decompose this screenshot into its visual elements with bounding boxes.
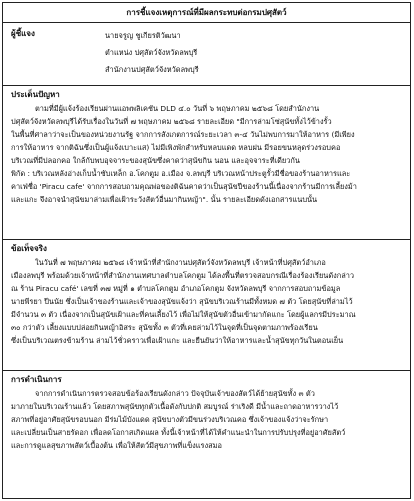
reporter-details (105, 27, 199, 78)
body-line: คาเฟ่ชื่อ 'Piracu cafe' จากการสอบถามคุณพ่อของติฉันคาดว่าเป็นสุนัขปีของร้านนี้เนื่องจากร้านมีการเลี้ยงม้า (11, 182, 357, 191)
reporter-name: นายจรูญ ชูเกียรติวัฒนา (105, 31, 181, 40)
body-line: นายพีรยา ปีนนัย ซึ่งเป็นเจ้าของร้านและเจ้าของสุนัขแจ้งว่า สุนัขบริเวณร้านมีทั้งหมด ๗ ตัว โดยสุนัขที่ล่ามไว้ (11, 297, 353, 306)
body-line: ปศุสัตว์จังหวัดลพบุรีได้รับเรื่องในวันที่ ๗ พฤษภาคม ๒๕๖๘ รายละเอียด "มีการล่ามโซ่สุนัขทั้งไว้ข้างรั้ว (11, 117, 332, 126)
section-body-issue (11, 102, 402, 206)
body-line: ๓๐ กว่าตัว เลี้ยงแบบปล่อยกินหญ้าอิสระ สุนัขทั้ง ๓ ตัวที่เคยล่ามไว้ในจุดที่เป็นจุดตามภาพร้องเรียน (11, 323, 318, 332)
body-line: มาภายในบริเวณร้านแล้ว โดยสภาพสุนัขทุกตัวเนื้อดังกับปกติ สมบูรณ์ ร่าเริงดี มีน้ำและถาดอาหารวางไว้ (11, 402, 339, 411)
reporter-label: ผู้ชี้แจง (11, 29, 35, 38)
body-line: ณ ร้าน Piracu café' เลขที่ ๓๗ หมู่ที่ ๑ ตำบลโคกตูม อำเภอโคกตูม จังหวัดลพบุรี จากการสอบถามข้อมูล (11, 284, 341, 293)
body-line: เมืองลพบุรี พร้อมด้วยเจ้าหน้าที่สำนักงานเทศบาลตำบลโคกตูม ได้ลงพื้นที่ตรวจสอบกรณีเรื่องร้องเรียนดังกล่าว (11, 271, 355, 280)
body-line: จากการดำเนินการตรวจสอบข้อร้องเรียนดังกล่าว ปัจจุบันเจ้าของสัตว์ได้ย้ายสุนัขทั้ง ๓ ตัว (35, 389, 315, 398)
form-title: การชี้แจงเหตุการณ์ที่มีผลกระทบต่อกรมปศุสัตว์ (3, 3, 410, 23)
body-line: ในพื้นที่ศาลาว่าจะเป็นของหน่วยงานรัฐ จากการสังเกตการณ์ระยะเวลา ๓-๔ วันไม่พบการมาให้อาหาร (มีเพียง (11, 130, 355, 139)
body-line: พิกัด : บริเวณหลังอ่างเก็บน้ำซับเหล็ก อ.โคกตูม อ.เมือง จ.ลพบุรี บริเวณหน้าประตูรั้วมีชื่อของร้านอาหารและ (11, 169, 351, 178)
section-action (3, 371, 410, 498)
body-line: การให้อาหาร จากติฉันซึ่งเป็นผู้แจ้งเบาะแส) ไม่มีเพิงพักสำหรับหลบแดด หลบฝน มีรอยขนหลุดร่วงรอบคอ (11, 143, 341, 152)
section-body-facts (11, 256, 402, 347)
reporter-position: ตำแหน่ง ปศุสัตว์จังหวัดลพบุรี (105, 48, 198, 57)
section-heading-action: การดำเนินการ (11, 375, 62, 384)
body-line: ซึ่งเป็นบริเวณตรงข้ามร้าน ล่ามไว้ชั่วคราวเพื่อเฝ้าแกะ และยืนยันว่าให้อาหารและน้ำสุนัขทุกวันในตอนเย็น (11, 336, 344, 345)
section-heading-facts: ข้อเท็จจริง (11, 244, 47, 253)
reporter-row (3, 23, 410, 86)
document-form (2, 2, 411, 499)
body-line: และเปลี่ยนเป็นสายรัดอก เพื่อลดโอกาสเกิดแผล ทั้งนี้เจ้าหน้าที่ได้ให้คำแนะนำในการปรับปรุงที่อยู่อาศัยสัตว์ (11, 428, 346, 437)
body-line: ตามที่มีผู้แจ้งร้องเรียนผ่านแอพพลิเคชัน DLD ๔.๐ วันที่ ๖ พฤษภาคม ๒๕๖๘ โดยสำนักงาน (35, 104, 320, 113)
reporter-office: สำนักงานปศุสัตว์จังหวัดลพบุรี (105, 65, 199, 74)
body-line: และแกะ จึงอาจนำสุนัขมาล่ามเพื่อเฝ้าระวังสัตว์อื่นมากินหญ้า". นั้น รายละเอียดดังเอกสารแนบนั้น (11, 195, 318, 204)
section-body-action (11, 387, 402, 452)
section-issue (3, 86, 410, 240)
body-line: บริเวณที่มีปลอกคอ ใกล้กับพบอุจจาระของสุนัขซึ่งคาดว่าสุนัขกิน นอน และอุจจาระที่เดียวกัน (11, 156, 300, 165)
body-line: มีจำนวน ๓ ตัว เนื่องจากเป็นสุนัขเฝ้าและที่คนเลี้ยงไว้ เพื่อไม่ให้สุนัขตัวอื่นเข้ามากัดแกะ โดยผู้แลกรมีประมาณ (11, 310, 356, 319)
body-line: ในวันที่ ๗ พฤษภาคม ๒๕๖๘ เจ้าหน้าที่สำนักงานปศุสัตว์จังหวัดลพบุรี เจ้าหน้าที่ปศุสัตว์อำเภอ (35, 258, 326, 267)
section-heading-issue: ประเด็นปัญหา (11, 90, 60, 99)
body-line: สภาพที่อยู่อาศัยสุนัขรอบนอก มีร่มไม้บังแดด สุนัขบางตัวมีขนร่วงบริเวณคอ ซึ่งเจ้าของแจ้งว่าจะรักษา (11, 415, 329, 424)
section-facts (3, 240, 410, 371)
body-line: และการดูแลสุขภาพสัตว์เบื้องต้น เพื่อให้สัตว์มีสุขภาพที่แข็งแรงสมอ (11, 441, 222, 450)
